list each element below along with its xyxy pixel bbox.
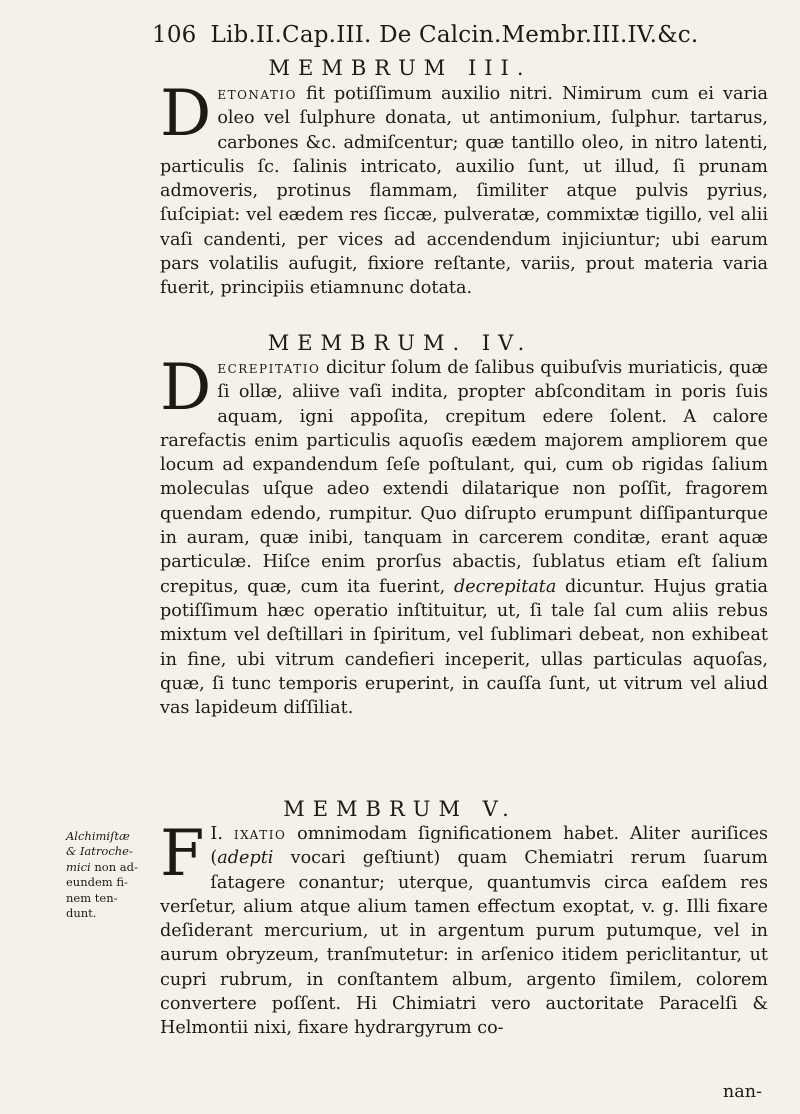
lead-word: etonatio xyxy=(217,84,298,104)
marginal-line: Alchimiſtæ xyxy=(66,829,130,843)
paragraph: vocari geſtiunt) quam Chemiatri rerum ſuarum ſatagere conantur; uterque, quantumvis circa eaſdem res verſetur, alium atque alium tamen effectum exoptat, v. g. Illi fixare deſiderant mercurium, ut in argentum purum putumque, vel in aurum obryzeum, tranſmutetur: in arſenico itidem periclitantur, ut cupri rubrum, in conſtantem album, argento ſimilem, colorem convertere poſſent. Hi Chimiatri vero auctoritate Paracelſi & Helmontii nixi, fixare hydrargyrum co- xyxy=(160,848,768,1039)
marginal-line: & Iatroche- xyxy=(66,844,133,859)
running-title: Lib.II.Cap.III. De Calcin.Membr.III.IV.&c. xyxy=(210,22,699,48)
drop-cap: D xyxy=(160,351,212,425)
italic-term: adepti xyxy=(217,848,274,869)
section-text xyxy=(160,351,769,720)
italic-term: decrepitata xyxy=(453,576,557,597)
marginal-line: mici non ad- xyxy=(66,859,138,874)
marginal-line: nem ten- xyxy=(66,890,118,905)
section-text xyxy=(160,817,769,1041)
lead-word: ixatio xyxy=(233,824,287,844)
paragraph: dicitur ſolum de ſalibus quibuſvis muriaticis, quæ ſi ollæ, aliive vaſi indita, propter abſconditam in poris ſuis aquam, igni appoſita, crepitum edere ſolent. A calore rarefactis enim particulis aquoſis eædem majorem ampliorem que locum ad expandendum ſeſe poſtulant, qui, cum ob rigidas ſalium moleculas uſque adeo extendi dilatarique non poſſit, fragorem quendam edendo, rumpitur. Quo diſrupto erumpunt diſſipanturque in auram, quæ inibi, tanquam in carcerem conditæ, erant aquæ particulæ. Hiſce enim prorſus abactis, ſublatus etiam eſt ſalium crepitus, quæ, cum ita fuerint, xyxy=(160,358,768,597)
section-heading: MEMBRUM III. xyxy=(268,56,532,80)
paragraph: omnimodam ſignificationem habet. Aliter auriſices ( xyxy=(210,824,769,869)
paragraph: fit potiſſimum auxilio nitri. Nimirum cum ei varia oleo vel ſulphure donata, ut antimonium, ſulphur. tartarus, carbones &c. admiſcentur; quæ tantillo oleo, in nitro latenti, particulis ſc. ſalinis intricato, auxilio ſunt, ut illud, ſi prunam admoveris, protinus flammam, ſimiliter atque pulvis pyrius, ſuſcipiat: vel eædem res ſiccæ, pulveratæ, commixtæ tigillo, vel alii vaſi candenti, per vices ad accendendum injiciuntur; ubi earum pars volatilis aufugit, fixiore reſtante, variis, prout materia varia fuerit, principiis etiamnunc dotata. xyxy=(160,84,768,299)
drop-cap: F xyxy=(160,817,205,891)
section-heading: MEMBRUM V. xyxy=(283,797,517,821)
marginal-note xyxy=(66,829,146,921)
section-heading: MEMBRUM. IV. xyxy=(267,331,533,355)
paragraph: dicuntur. Hujus gratia potiſſimum hæc operatio inſtituitur, ut, ſi tale ſal cum aliis rebus mixtum vel deſtillari in ſpiritum, vel ſublimari debeat, non exhibeat in fine, ubi vitrum candefieri inceperit, ullas particulas aquoſas, quæ, ſi tunc temporis eruperint, in cauſſa ſunt, ut vitrum vel aliud vas lapideum diſſiliat. xyxy=(160,576,769,719)
lead-word: ecrepitatio xyxy=(217,358,321,378)
marginal-line: dunt. xyxy=(66,906,97,921)
item-number: I. xyxy=(210,824,223,844)
drop-cap: D xyxy=(160,77,212,151)
section-text xyxy=(160,77,768,301)
page-number: 106 xyxy=(152,22,197,48)
running-header xyxy=(152,22,772,48)
marginal-line: eundem fi- xyxy=(66,875,128,890)
catchword: nan- xyxy=(722,1082,762,1102)
